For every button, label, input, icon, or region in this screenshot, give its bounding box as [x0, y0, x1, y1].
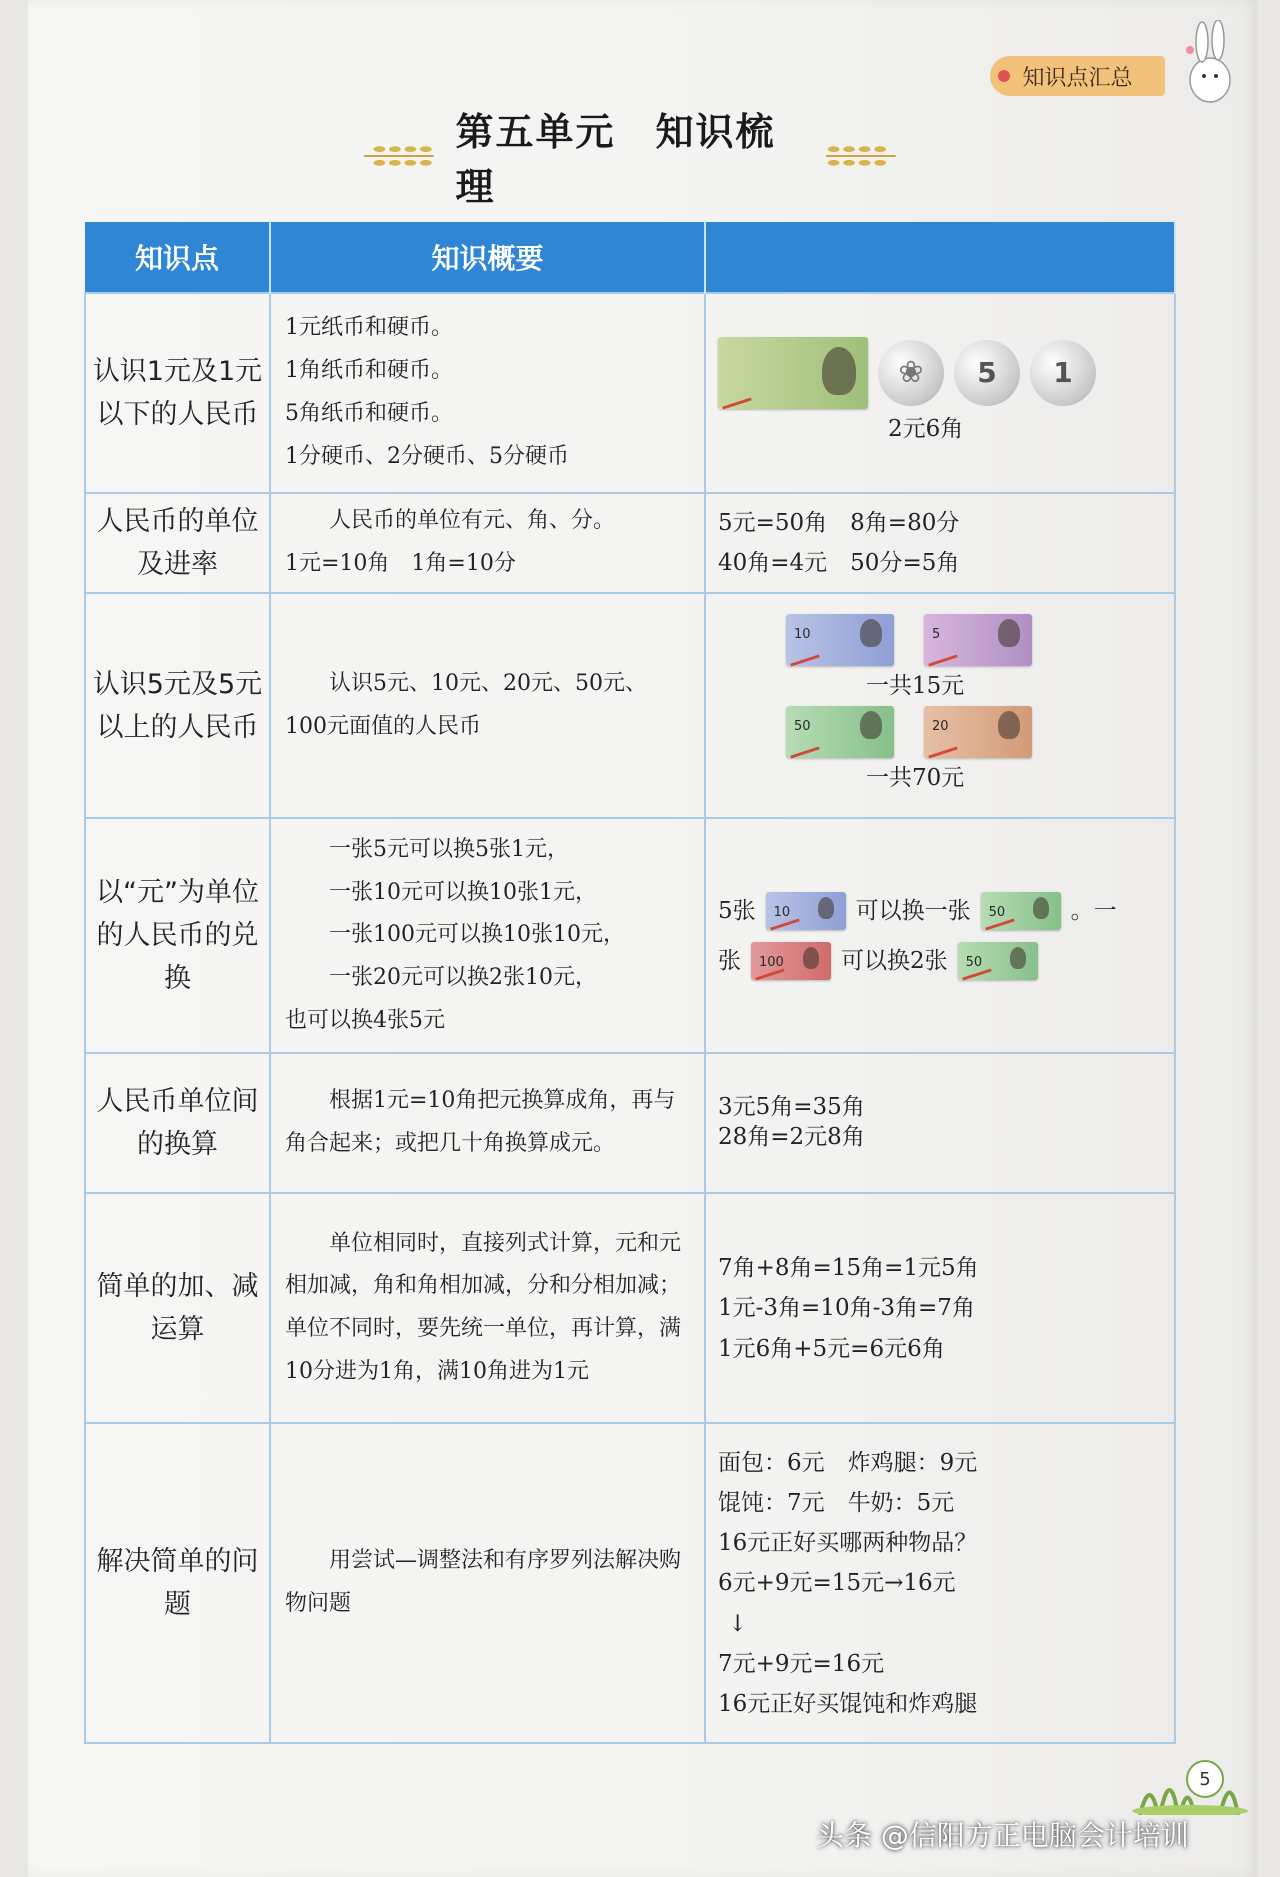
bills-row	[786, 614, 1162, 666]
example-line: 28角=2元8角	[718, 1124, 865, 1151]
summary-line: 用尝试—调整法和有序罗列法解决购物问题	[285, 1548, 682, 1617]
exchange-row	[718, 891, 1162, 931]
summary-line: 1元纸币和硬币。	[285, 315, 453, 341]
header-summary: 知识概要	[270, 222, 705, 293]
fifty-yuan-bill-image: 50	[981, 892, 1061, 930]
summary-line: 一张10元可以换10张1元，	[329, 879, 597, 905]
table-row	[85, 1053, 1175, 1193]
example-line: 16元正好买馄饨和炸鸡腿	[718, 1691, 978, 1717]
example-caption: 一共70元	[866, 764, 965, 791]
watermark: 头条 @信阳方正电脑会计培训	[816, 1819, 1189, 1852]
topic-cell: 人民币单位间的换算	[85, 1053, 270, 1193]
header-example	[705, 222, 1175, 293]
example-cell	[705, 1193, 1175, 1423]
topic-cell: 简单的加、减运算	[85, 1193, 270, 1423]
table-row	[85, 1193, 1175, 1423]
section-tag-label: 知识点汇总	[1022, 65, 1133, 91]
table-header-row	[85, 222, 1175, 293]
summary-line: 根据1元=10角把元换算成角，再与角合起来；或把几十角换算成元。	[285, 1088, 676, 1157]
header-topic: 知识点	[85, 222, 270, 293]
table-row	[85, 593, 1175, 818]
hundred-yuan-bill-image: 100	[751, 942, 831, 980]
summary-line: 一张20元可以换2张10元，	[329, 965, 597, 991]
summary-cell	[270, 493, 705, 593]
topic-cell: 认识5元及5元以上的人民币	[85, 593, 270, 818]
page-number: 5	[1186, 1760, 1224, 1798]
exchange-text: 5张	[718, 897, 756, 924]
five-yuan-bill-image: 5	[924, 614, 1032, 666]
exchange-row	[718, 941, 1162, 981]
fifty-yuan-bill-image: 50	[958, 942, 1038, 980]
topic-cell: 解决简单的问题	[85, 1423, 270, 1743]
table-row	[85, 493, 1175, 593]
table-row	[85, 818, 1175, 1053]
summary-line: 1元=10角 1角=10分	[285, 551, 516, 577]
example-cell	[705, 1423, 1175, 1743]
example-line: 16元正好买哪两种物品？	[718, 1530, 978, 1556]
one-yuan-bill-image	[718, 337, 868, 409]
example-line: 7元+9元=16元	[718, 1650, 885, 1677]
summary-cell	[270, 293, 705, 493]
summary-cell	[270, 1423, 705, 1743]
table-row	[85, 293, 1175, 493]
one-jiao-coin-image: ❀	[878, 340, 944, 406]
summary-line: 1角纸币和硬币。	[285, 358, 453, 384]
example-line: 7角+8角=15角=1元5角	[718, 1255, 979, 1281]
example-line: 馄饨：7元 牛奶：5元	[718, 1489, 955, 1516]
example-caption: 一共15元	[866, 672, 965, 699]
exchange-text: 。一	[1070, 897, 1117, 924]
topic-cell: 认识1元及1元以下的人民币	[85, 293, 270, 493]
knowledge-table	[84, 222, 1176, 1744]
summary-line: 单位相同时，直接列式计算，元和元相加减，角和角相加减，分和分相加减；单位不同时，要先统一单位，再计算，满10分进为1角，满10角进为1元	[285, 1230, 682, 1385]
summary-cell	[270, 1193, 705, 1423]
example-line: 5元=50角 8角=80分	[718, 509, 960, 536]
exchange-text: 张	[718, 947, 741, 974]
topic-cell: 人民币的单位及进率	[85, 493, 270, 593]
exchange-text: 可以换2张	[841, 947, 948, 974]
example-caption: 2元6角	[888, 415, 964, 442]
ten-yuan-bill-image: 10	[766, 892, 846, 930]
tag-dot-icon	[998, 70, 1010, 82]
summary-line: 也可以换4张5元	[285, 1008, 445, 1034]
one-yuan-coin-image: 1	[1030, 340, 1096, 406]
summary-cell	[270, 593, 705, 818]
summary-line: 人民币的单位有元、角、分。	[329, 508, 616, 534]
arrow-down-icon: ↓	[728, 1610, 748, 1637]
summary-line: 一张100元可以换10张10元，	[329, 922, 625, 948]
example-line: 3元5角=35角	[718, 1094, 865, 1121]
example-cell	[705, 493, 1175, 593]
example-line: 6元+9元=15元→16元	[718, 1570, 956, 1597]
five-jiao-coin-image: 5	[954, 340, 1020, 406]
topic-cell: 以“元”为单位的人民币的兑换	[85, 818, 270, 1053]
example-cell	[705, 293, 1175, 493]
example-line: 1元-3角=10角-3角=7角	[718, 1295, 975, 1322]
summary-line: 100元面值的人民币	[285, 713, 481, 739]
bunny-icon	[1180, 20, 1240, 110]
twenty-yuan-bill-image: 20	[924, 706, 1032, 758]
example-cell	[705, 1053, 1175, 1193]
example-cell	[705, 818, 1175, 1053]
summary-line: 5角纸币和硬币。	[285, 401, 453, 426]
example-line: 40角=4元 50分=5角	[718, 550, 960, 577]
example-line: 1元6角+5元=6元6角	[718, 1335, 945, 1362]
example-line: 面包：6元 炸鸡腿：9元	[718, 1449, 978, 1476]
summary-line: 1分硬币、2分硬币、5分硬币	[285, 443, 569, 469]
fifty-yuan-bill-image: 50	[786, 706, 894, 758]
bills-row	[786, 706, 1162, 758]
exchange-text: 可以换一张	[855, 897, 971, 924]
title-row	[360, 110, 900, 209]
section-tag	[990, 56, 1165, 96]
summary-line: 认识5元、10元、20元、50元、	[329, 670, 647, 696]
summary-cell	[270, 818, 705, 1053]
summary-line: 一张5元可以换5张1元，	[329, 836, 569, 862]
money-row	[718, 337, 1162, 409]
wheat-right-icon	[822, 138, 900, 174]
summary-cell	[270, 1053, 705, 1193]
ten-yuan-bill-image: 10	[786, 614, 894, 666]
example-cell	[705, 593, 1175, 818]
table-row	[85, 1423, 1175, 1743]
page-title: 第五单元 知识梳理	[455, 110, 776, 209]
wheat-left-icon	[360, 138, 438, 174]
